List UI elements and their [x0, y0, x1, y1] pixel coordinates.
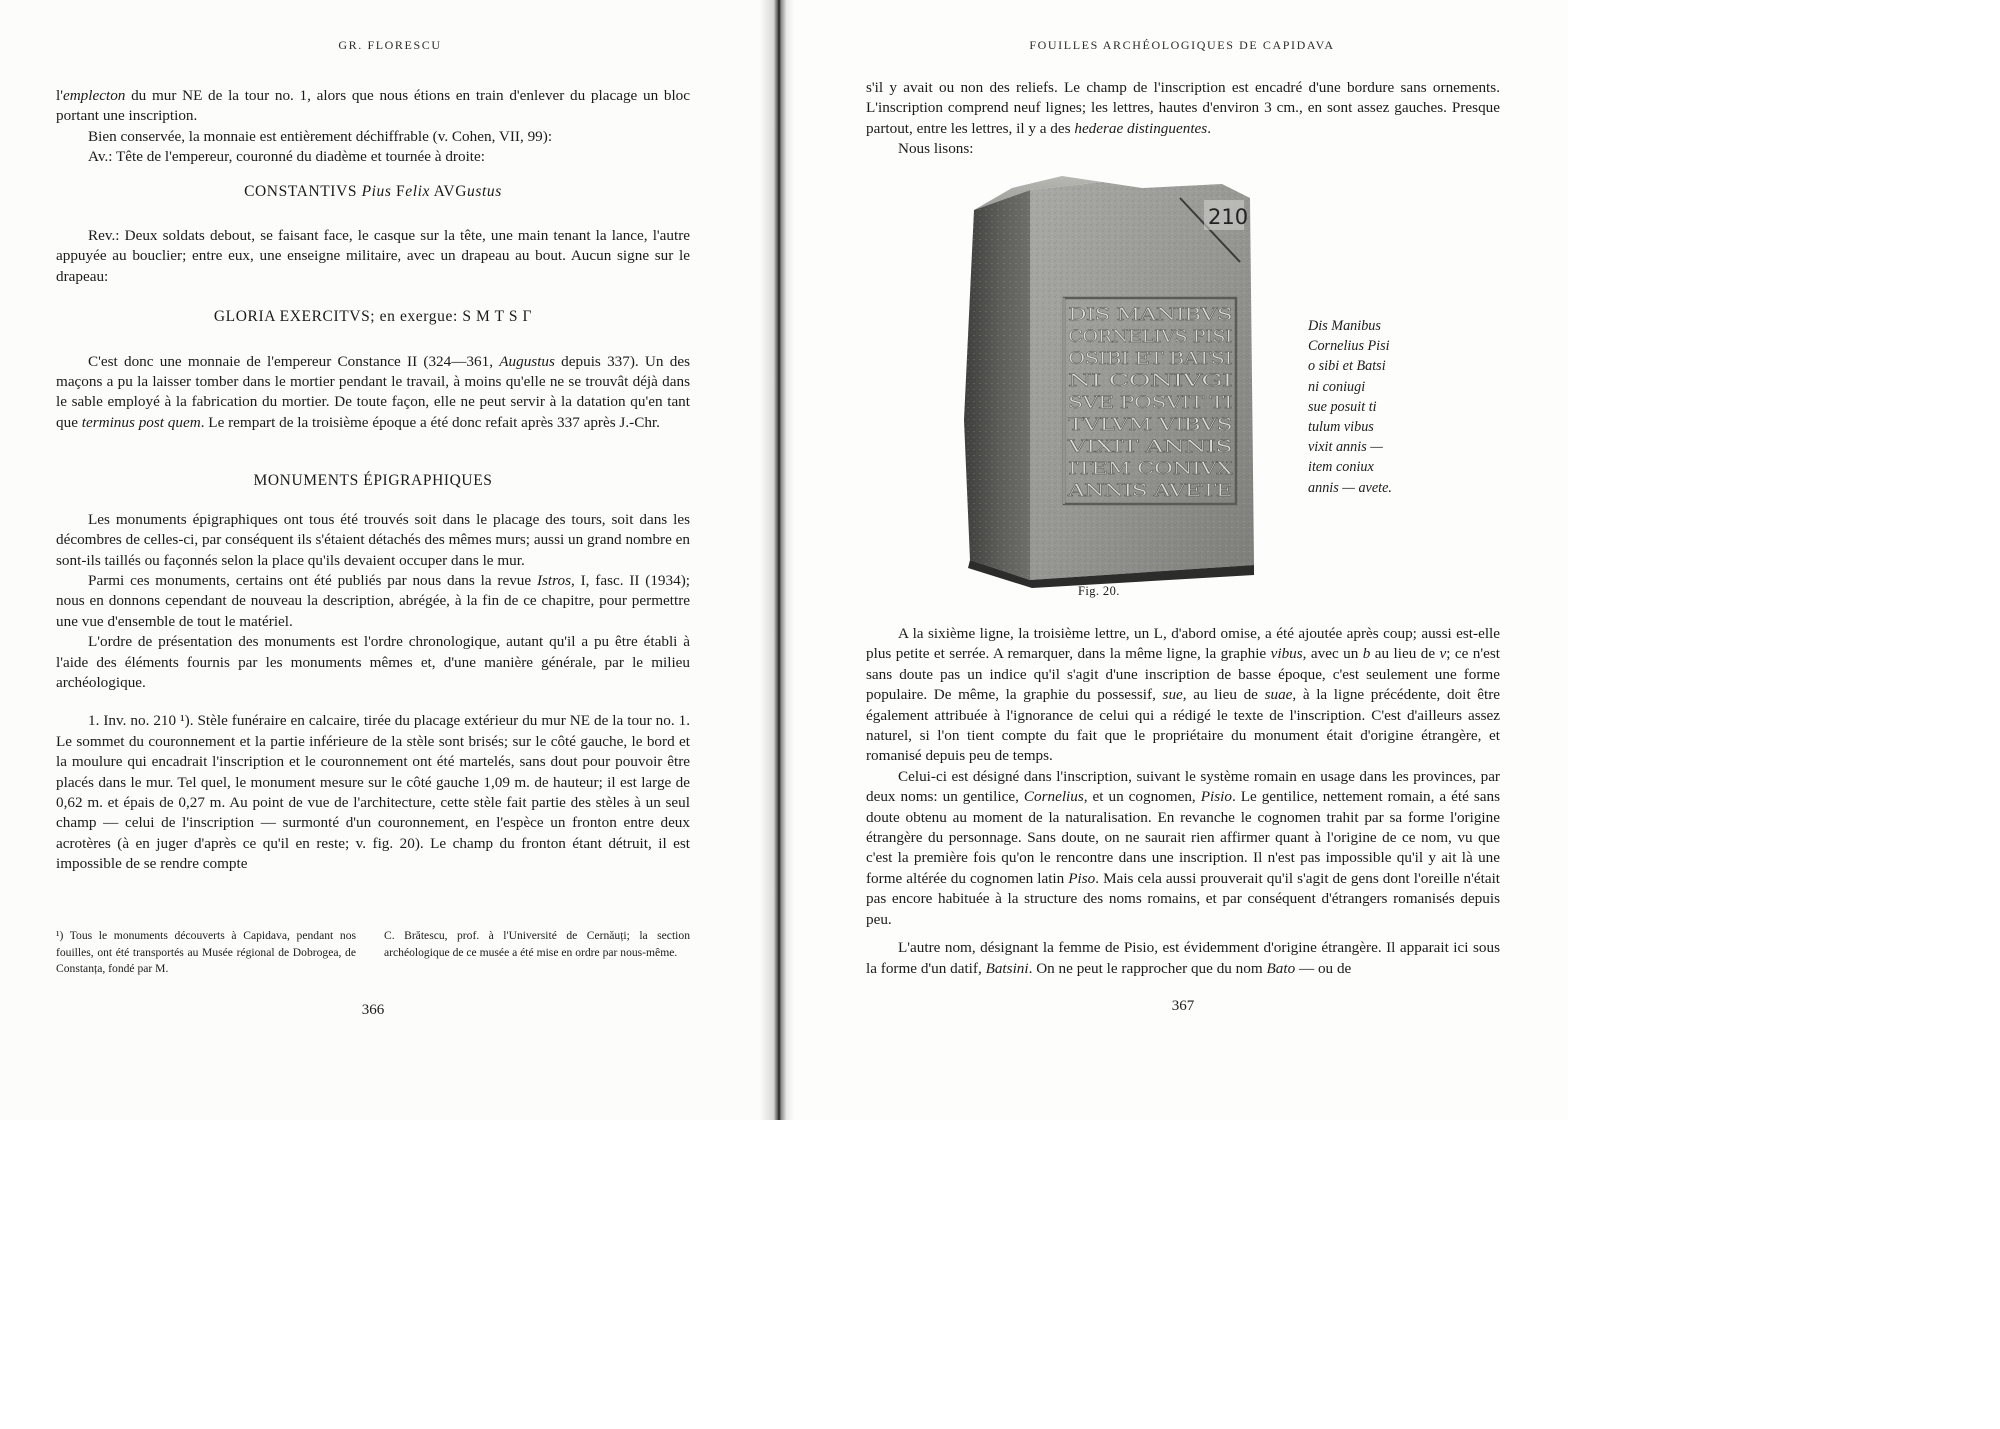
left-page-number: 366	[361, 1002, 385, 1018]
left-paragraph-1: l'emplecton du mur NE de la tour no. 1, alors que nous étions en train d'enlever du placage un bloc portant une inscription.	[56, 87, 690, 125]
stele-inscription-line: DIS MANIBVS	[1068, 305, 1232, 325]
transcription-line: Cornelius Pisi	[1308, 338, 1390, 355]
left-page	[0, 0, 778, 1120]
transcription-line: annis — avete.	[1308, 479, 1392, 496]
coin-legend-obverse: CONSTANTIVS Pius Felix AVGustus	[244, 182, 502, 200]
inscription-transcription	[1308, 316, 1392, 498]
right-page	[782, 0, 1568, 1120]
left-paragraph-4: Rev.: Deux soldats debout, se faisant face, le casque sur la tête, une main tenant la lance, l'autre appuyée au bouclier; entre eux, une enseigne militaire, avec un drapeau au bout. Aucun signe sur le drapeau:	[56, 227, 690, 285]
right-paragraph-1: s'il y avait ou non des reliefs. Le champ de l'inscription est encadré d'une bordure sans ornements. L'inscription comprend neuf lignes; les lettres, hautes d'environ 3 cm., en sont assez gauches. Presque partout, entre les lettres, il y a des hederae distinguentes.	[866, 79, 1500, 137]
transcription-line: item coniux	[1308, 459, 1374, 476]
right-paragraph-3: A la sixième ligne, la troisième lettre, un L, d'abord omise, a été ajoutée après coup; aussi est-elle plus petite et serrée. A remarquer, dans la même ligne, la graphie vibus, avec un b au lieu de v; ce n'est sans doute pas un indice qu'il s'agit d'une inscription de basse époque, c'est seulement une forme populaire. De même, la graphie du possessif, sue, au lieu de suae, à la ligne précédente, doit être également attribuée à l'ignorance de celui qui a rédigé le texte de l'inscription. C'est d'ailleurs assez naturel, si l'on tient compte du fait que le propriétaire du monument était d'origine étrangère, et romanisé depuis peu de temps.	[866, 625, 1501, 765]
right-paragraph-4: Celui-ci est désigné dans l'inscription, suivant le système romain en usage dans les provinces, par deux noms: un gentilice, Cornelius, et un cognomen, Pisio. Le gentilice, nettement romain, a été sans doute obtenu au moment de la naturalisation. En revanche le cognomen trahit par sa forme l'origine étrangère du personnage. Sans doute, on ne saurait rien affirmer quant à l'origine de ce nom, vu que c'est la première fois qu'on le rencontre dans une inscription. Il n'est pas impossible qu'il y ait là une forme altérée du cognomen latin Piso. Mais cela aussi prouverait qu'il s'agit de gens dont l'oreille n'était pas encore habituée à la structure des noms romains, et par conséquent d'étrangers romanisés depuis peu.	[866, 767, 1501, 928]
right-running-head: FOUILLES ARCHÉOLOGIQUES DE CAPIDAVA	[1029, 38, 1335, 52]
stele-inscription-line: ITEM CONIVX	[1068, 459, 1234, 479]
coin-legend-reverse: GLORIA EXERCITVS; en exergue: S M T S Γ	[213, 308, 533, 326]
left-paragraph-3: Av.: Tête de l'empereur, couronné du diadème et tournée à droite:	[88, 148, 485, 166]
inventory-number-label: 210	[1208, 205, 1249, 229]
footnote-right-column: C. Brătescu, prof. à l'Université de Cernăuți; la section archéologique de ce musée a été mise en ordre par nous-même.	[384, 929, 690, 959]
transcription-line: Dis Manibus	[1308, 318, 1381, 334]
stele-inscription-line: VIXIT ANNIS	[1066, 437, 1232, 457]
left-text-column	[56, 86, 690, 875]
footnote-left-column: ¹) Tous le monuments découverts à Capidava, pendant nos fouilles, ont été transportés au Musée régional de Dobrogea, de Constanța, fondé par M.	[56, 929, 356, 975]
left-running-head: GR. FLORESCU	[338, 38, 442, 52]
right-page-number: 367	[1171, 998, 1195, 1014]
section-heading-monuments: MONUMENTS ÉPIGRAPHIQUES	[253, 472, 493, 490]
left-paragraph-2: Bien conservée, la monnaie est entièrement déchiffrable (v. Cohen, VII, 99):	[88, 127, 553, 145]
transcription-line: vixit annis —	[1308, 439, 1383, 456]
stele-inscription-line: SVE POSVIT TI	[1068, 393, 1232, 413]
stele-image	[952, 170, 1282, 590]
left-paragraph-8: L'ordre de présentation des monuments est l'ordre chronologique, autant qu'il a pu être établi à l'aide des éléments fournis par les monuments mêmes et, d'une manière générale, par le milieu archéologique.	[56, 633, 690, 691]
transcription-line: sue posuit ti	[1308, 398, 1377, 415]
stele-inscription-line: TVLVM VIBVS	[1068, 415, 1232, 435]
stele-photograph	[952, 170, 1282, 590]
stele-inscription-line: OSIBI ET BATSI	[1068, 349, 1232, 369]
right-paragraph-5: L'autre nom, désignant la femme de Pisio, est évidemment d'origine étrangère. Il apparait ici sous la forme d'un datif, Batsini. On ne peut le rapprocher que du nom Bato — ou de	[866, 939, 1500, 977]
left-paragraph-6: Les monuments épigraphiques ont tous été trouvés soit dans le placage des tours, soit dans les décombres de celles-ci, par conséquent ils s'étaient détachés des mêmes murs; aussi un grand nombre en sont-ils taillés ou façonnés selon la place qu'ils devaient occuper dans le mur.	[56, 510, 690, 569]
stele-inscription-line: ANNIS AVETE	[1066, 481, 1233, 501]
transcription-line: o sibi et Batsi	[1308, 358, 1386, 375]
stele-inscription-line: NI CONIVGI	[1068, 371, 1232, 391]
right-paragraph-2: Nous lisons:	[898, 140, 974, 158]
right-text-bottom	[866, 624, 1500, 979]
left-paragraph-7: Parmi ces monuments, certains ont été publiés par nous dans la revue Istros, I, fasc. II (1934); nous en donnons cependant de nouveau la description, abrégée, à la fin de ce chapitre, pour permettre une vue d'ensemble de tout le matériel.	[56, 571, 690, 630]
right-text-top	[866, 78, 1500, 160]
book-gutter	[760, 0, 794, 1120]
stele-inscription-line: CORNELIVS PISI	[1068, 327, 1232, 347]
transcription-line: tulum vibus	[1308, 419, 1374, 436]
stele-inscription	[1067, 305, 1234, 501]
left-paragraph-9: 1. Inv. no. 210 ¹). Stèle funéraire en calcaire, tirée du placage extérieur du mur NE de la tour no. 1. Le sommet du couronnement et la partie inférieure de la stèle sont brisés; sur le côté gauche, le bord et la moulure qui encadrait l'inscription et le couronnement ont été martelés, sans dout pour pouvoir être placés dans le mur. Tel quel, le monument mesure sur le côté gauche 1,09 m. de hauteur; il est large de 0,62 m. et épais de 0,27 m. Au point de vue de l'architecture, cette stèle fait partie des stèles à un seul champ — celui de l'inscription — surmonté d'un couronnement, en l'espèce un fronton entre deux acrotères (à en juger d'après ce qu'il en reste; v. fig. 20). Le champ du fronton étant détruit, il est impossible de se rendre compte	[56, 712, 690, 873]
left-paragraph-5: C'est donc une monnaie de l'empereur Constance II (324—361, Augustus depuis 337). Un des maçons a pu la laisser tomber dans le mortier pendant le travail, à moins qu'elle ne se trouvât déjà dans le sable employé à la fabrication du mortier. De toute façon, elle ne peut servir à la datation qu'en tant que terminus post quem. Le rempart de la troisième époque a été donc refait après 337 après J.-Chr.	[56, 352, 690, 431]
figure-caption: Fig. 20.	[1078, 584, 1120, 598]
transcription-line: ni coniugi	[1308, 378, 1366, 395]
